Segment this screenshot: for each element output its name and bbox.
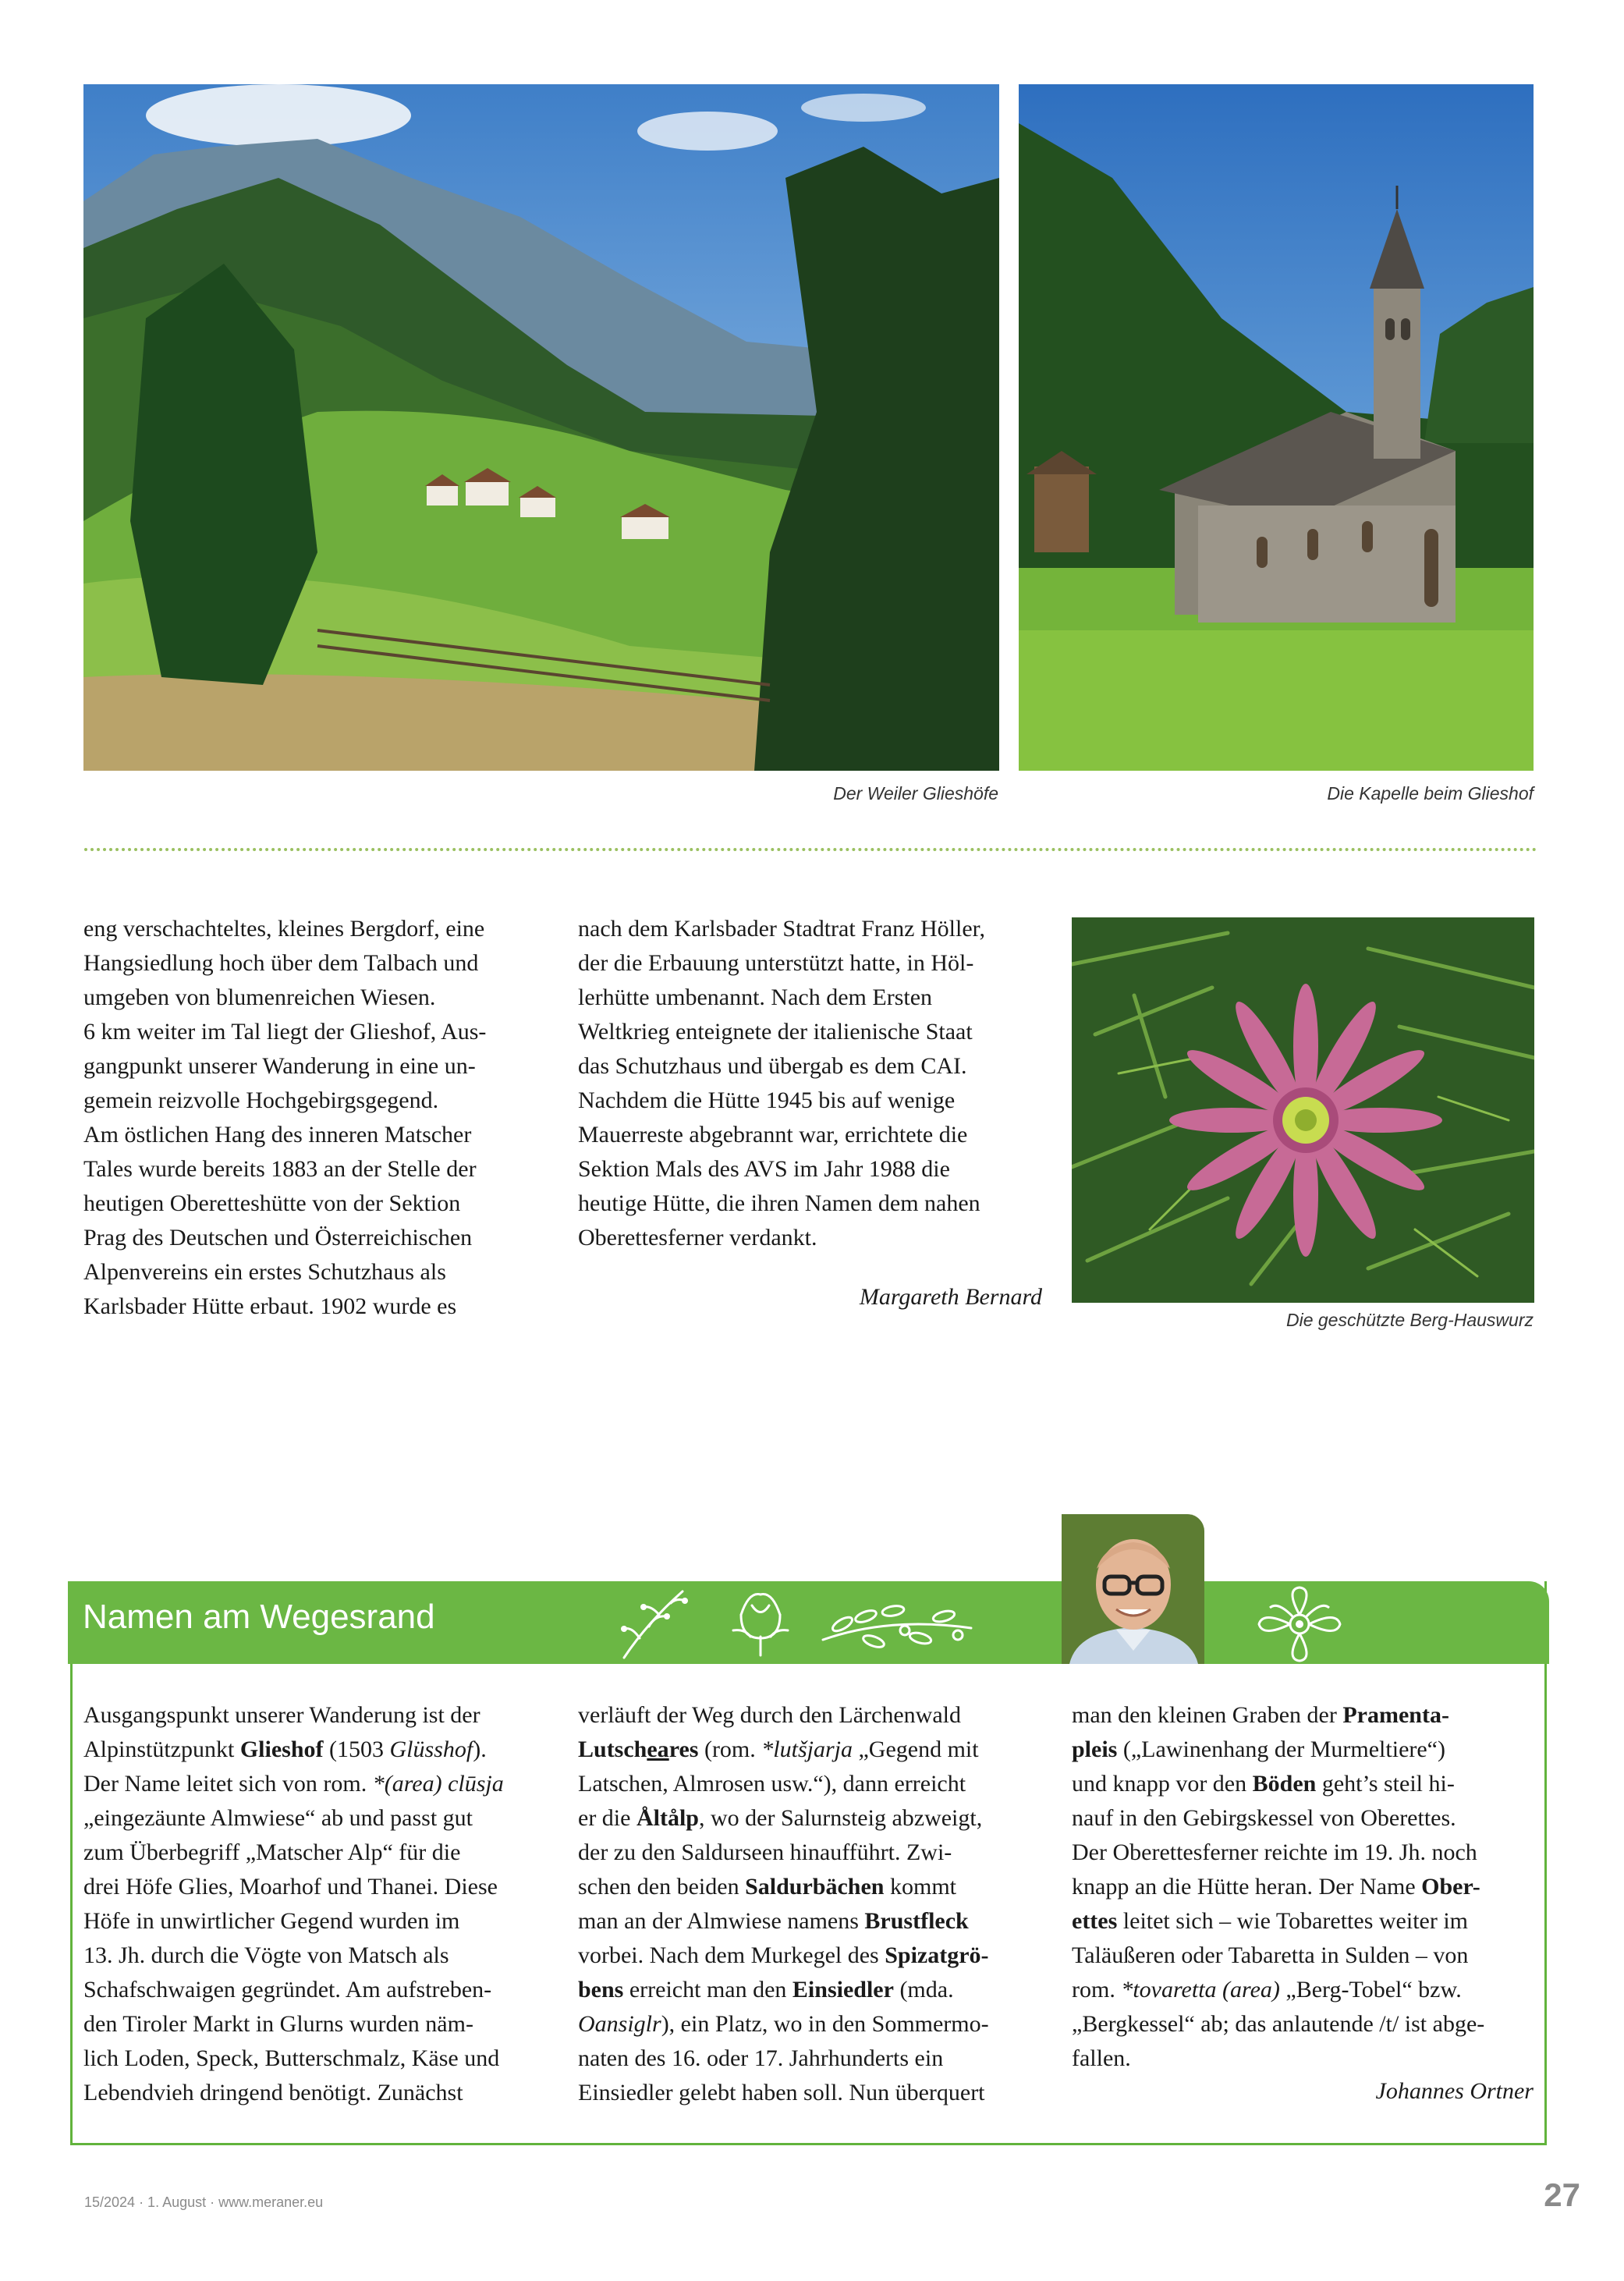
- article-column-2: [578, 912, 1062, 1255]
- olive-branch-icon: [819, 1585, 975, 1660]
- text-line: Höfe in unwirtlicher Gegend wurden im: [83, 1908, 460, 1934]
- text-line: Weltkrieg enteignete der italienische Staat: [578, 1019, 973, 1045]
- caption-hauswurz: Die geschützte Berg-Hauswurz: [1285, 1310, 1534, 1330]
- page-number: 27: [1544, 2176, 1580, 2213]
- text-line: Hangsiedlung hoch über dem Talbach und: [83, 950, 479, 976]
- text-line: Taläußeren oder Tabaretta in Sulden – von: [1072, 1942, 1469, 1968]
- text-line: vorbei. Nach dem Murkegel des Spizatgrö-: [578, 1942, 989, 1968]
- text-line: und knapp vor den Böden geht’s steil hi-: [1072, 1771, 1455, 1797]
- text-line: eng verschachteltes, kleines Bergdorf, eine: [83, 916, 485, 942]
- text-line: zum Überbegriff „Matscher Alp“ für die: [83, 1839, 461, 1865]
- text-line: Prag des Deutschen und Österreichischen: [83, 1225, 473, 1250]
- branch-decoration-icon: [608, 1584, 694, 1662]
- text-line: gemein reizvolle Hochgebirgsgegend.: [83, 1087, 439, 1113]
- text-line: Der Oberettesferner reichte im 19. Jh. noch: [1072, 1839, 1477, 1865]
- text-line: den Tiroler Markt in Glurns wurden näm-: [83, 2011, 473, 2037]
- text-line: Alpinstützpunkt Glieshof (1503 Glüsshof).: [83, 1736, 487, 1762]
- rose-decoration-icon: [718, 1584, 803, 1662]
- footer-issue-info: 15/2024 · 1. August · www.meraner.eu: [84, 2194, 324, 2210]
- caption-weiler: Der Weiler Glieshöfe: [833, 783, 998, 803]
- author-portrait: [1062, 1514, 1204, 1664]
- photo-weiler-glieshoefe: [83, 84, 999, 771]
- text-line: gangpunkt unserer Wanderung in eine un-: [83, 1053, 476, 1079]
- text-line: man den kleinen Graben der Pramenta-: [1072, 1702, 1449, 1728]
- text-line: fallen.: [1072, 2045, 1131, 2071]
- text-line: Sektion Mals des AVS im Jahr 1988 die: [578, 1156, 950, 1182]
- text-line: verläuft der Weg durch den Lärchenwald: [578, 1702, 961, 1728]
- text-line: pleis („Lawinenhang der Murmeltiere“): [1072, 1736, 1445, 1762]
- author-johannes-ortner: Johannes Ortner: [1375, 2078, 1534, 2104]
- text-line: „eingezäunte Almwiese“ ab und passt gut: [83, 1805, 473, 1831]
- photo-berg-hauswurz: [1072, 917, 1534, 1303]
- text-line: Oberettesferner verdankt.: [578, 1225, 817, 1250]
- text-line: man an der Almwiese namens Brustfleck: [578, 1908, 969, 1934]
- author-margareth-bernard: Margareth Bernard: [859, 1284, 1042, 1310]
- text-line: Latschen, Almrosen usw.“), dann erreicht: [578, 1771, 966, 1797]
- text-line: 6 km weiter im Tal liegt der Glieshof, Aus-: [83, 1019, 487, 1045]
- text-line: der zu den Saldurseen hinaufführt. Zwi-: [578, 1839, 952, 1865]
- text-line: Tales wurde bereits 1883 an der Stelle der: [83, 1156, 477, 1182]
- caption-kapelle: Die Kapelle beim Glieshof: [1327, 783, 1534, 803]
- text-line: drei Höfe Glies, Moarhof und Thanei. Diese: [83, 1874, 498, 1900]
- text-line: heutige Hütte, die ihren Namen dem nahen: [578, 1190, 980, 1216]
- text-line: ettes leitet sich – wie Tobarettes weiter im: [1072, 1908, 1469, 1934]
- text-line: Schafschwaigen gegründet. Am aufstreben-: [83, 1977, 492, 2003]
- text-line: das Schutzhaus und übergab es dem CAI.: [578, 1053, 967, 1079]
- text-line: bens erreicht man den Einsiedler (mda.: [578, 1977, 954, 2003]
- text-line: Karlsbader Hütte erbaut. 1902 wurde es: [83, 1293, 457, 1319]
- text-line: lerhütte umbenannt. Nach dem Ersten: [578, 984, 933, 1010]
- text-line: heutigen Oberetteshütte von der Sektion: [83, 1190, 461, 1216]
- photo-kapelle-glieshof: [1019, 84, 1534, 771]
- text-line: knapp an die Hütte heran. Der Name Ober-: [1072, 1874, 1480, 1900]
- text-line: lich Loden, Speck, Butterschmalz, Käse und: [83, 2045, 500, 2071]
- text-line: naten des 16. oder 17. Jahrhunderts ein: [578, 2045, 944, 2071]
- text-line: umgeben von blumenreichen Wiesen.: [83, 984, 436, 1010]
- box-column-1: [83, 1698, 559, 2110]
- text-line: Einsiedler gelebt haben soll. Nun überquert: [578, 2080, 985, 2105]
- box-column-3: [1072, 1698, 1540, 2076]
- text-line: rom. *tovaretta (area) „Berg-Tobel“ bzw.: [1072, 1977, 1462, 2003]
- box-title: Namen am Wegesrand: [83, 1598, 435, 1636]
- text-line: der die Erbauung unterstützt hatte, in Höl-: [578, 950, 974, 976]
- text-line: nach dem Karlsbader Stadtrat Franz Höller,: [578, 916, 985, 942]
- text-line: Ausgangspunkt unserer Wanderung ist der: [83, 1702, 480, 1728]
- text-line: Alpenvereins ein erstes Schutzhaus als: [83, 1259, 446, 1285]
- text-line: Mauerreste abgebrannt war, errichtete die: [578, 1122, 968, 1148]
- text-line: „Bergkessel“ ab; das anlautende /t/ ist abge-: [1072, 2011, 1485, 2037]
- text-line: Lutscheares (rom. *lutšjarja „Gegend mit: [578, 1736, 979, 1762]
- box-column-2: [578, 1698, 1062, 2110]
- text-line: Lebendvieh dringend benötigt. Zunächst: [83, 2080, 463, 2105]
- text-line: schen den beiden Saldurbächen kommt: [578, 1874, 956, 1900]
- text-line: 13. Jh. durch die Vögte von Matsch als: [83, 1942, 449, 1968]
- text-line: Der Name leitet sich von rom. *(area) clūsja: [83, 1771, 504, 1797]
- text-line: Nachdem die Hütte 1945 bis auf wenige: [578, 1087, 956, 1113]
- flower-decoration-icon: [1246, 1581, 1353, 1664]
- section-divider: [84, 848, 1537, 851]
- article-column-1: [83, 912, 551, 1324]
- text-line: Oansiglr), ein Platz, wo in den Sommermo-: [578, 2011, 989, 2037]
- text-line: nauf in den Gebirgskessel von Oberettes.: [1072, 1805, 1456, 1831]
- text-line: Am östlichen Hang des inneren Matscher: [83, 1122, 472, 1148]
- text-line: er die Åltålp, wo der Salurnsteig abzweigt,: [578, 1805, 983, 1831]
